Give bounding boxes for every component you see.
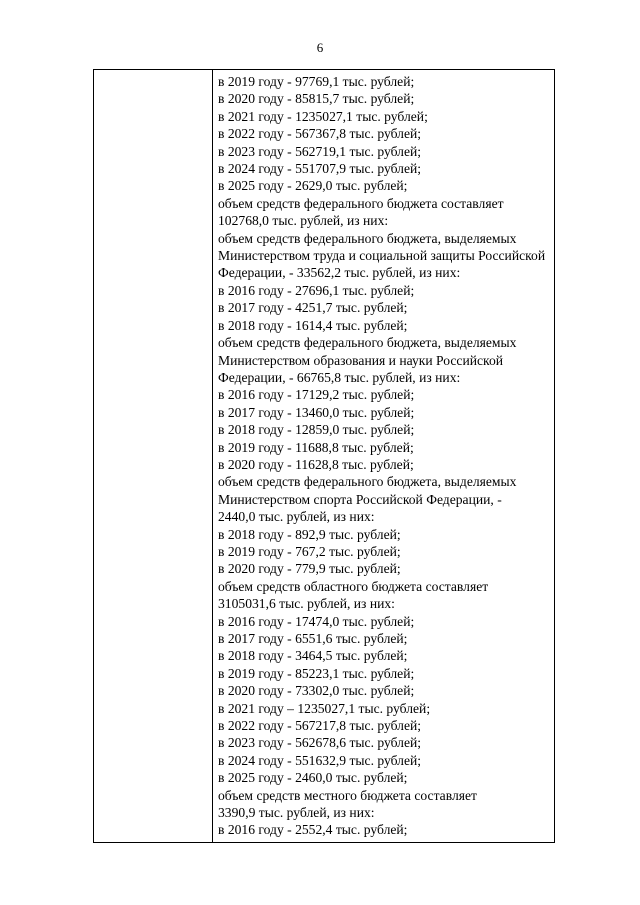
funding-line: в 2023 году - 562719,1 тыс. рублей;: [218, 143, 422, 159]
funding-line: объем средств федерального бюджета, выделяемых: [218, 335, 517, 351]
funding-line: 2440,0 тыс. рублей, из них:: [218, 509, 375, 525]
funding-line: в 2017 году - 4251,7 тыс. рублей;: [218, 300, 408, 316]
funding-line: в 2020 году - 73302,0 тыс. рублей;: [218, 683, 415, 699]
funding-line: в 2018 году - 12859,0 тыс. рублей;: [218, 422, 415, 438]
funding-line: в 2021 году – 1235027,1 тыс. рублей;: [218, 700, 431, 716]
funding-line: объем средств областного бюджета составляет: [218, 578, 489, 594]
funding-line: в 2019 году - 767,2 тыс. рублей;: [218, 543, 401, 559]
funding-line: в 2016 году - 17474,0 тыс. рублей;: [218, 613, 415, 629]
funding-line: объем средств федерального бюджета составляет: [218, 195, 504, 211]
funding-line: в 2020 году - 85815,7 тыс. рублей;: [218, 91, 415, 107]
funding-line: в 2017 году - 6551,6 тыс. рублей;: [218, 631, 408, 646]
funding-line: Министерством труда и социальной защиты Российской: [218, 248, 546, 264]
funding-line: 102768,0 тыс. рублей, из них:: [218, 213, 389, 229]
funding-line: объем средств федерального бюджета, выделяемых: [218, 474, 517, 490]
funding-line: в 2016 году - 17129,2 тыс. рублей;: [218, 387, 415, 403]
funding-line: в 2017 году - 13460,0 тыс. рублей;: [218, 404, 415, 420]
funding-line: в 2020 году - 779,9 тыс. рублей;: [218, 561, 401, 577]
funding-line: объем средств местного бюджета составляет: [218, 787, 477, 803]
funding-line: в 2022 году - 567217,8 тыс. рублей;: [218, 718, 422, 734]
funding-line: в 2019 году - 97769,1 тыс. рублей;: [218, 74, 415, 89]
funding-line: в 2020 году - 11628,8 тыс. рублей;: [218, 456, 414, 472]
funding-line: 3390,9 тыс. рублей, из них:: [218, 805, 375, 821]
funding-table: [93, 69, 555, 843]
funding-details-cell: [218, 73, 548, 839]
page-number: 6: [316, 40, 324, 55]
funding-line: объем средств федерального бюджета, выделяемых: [218, 230, 517, 246]
funding-line: 3105031,6 тыс. рублей, из них:: [218, 596, 395, 612]
column-divider: [212, 70, 213, 842]
funding-line: в 2018 году - 3464,5 тыс. рублей;: [218, 648, 408, 664]
funding-line: в 2018 году - 1614,4 тыс. рублей;: [218, 317, 408, 333]
funding-line: в 2023 году - 562678,6 тыс. рублей;: [218, 735, 422, 751]
funding-line: в 2022 году - 567367,8 тыс. рублей;: [218, 126, 422, 142]
funding-line: в 2018 году - 892,9 тыс. рублей;: [218, 526, 401, 542]
funding-line: в 2019 году - 85223,1 тыс. рублей;: [218, 665, 415, 681]
funding-line: в 2019 году - 11688,8 тыс. рублей;: [218, 439, 414, 455]
funding-line: в 2016 году - 27696,1 тыс. рублей;: [218, 282, 415, 298]
funding-line: в 2025 году - 2629,0 тыс. рублей;: [218, 178, 408, 194]
funding-line: Федерации, - 33562,2 тыс. рублей, из них:: [218, 265, 461, 281]
funding-line: в 2024 году - 551707,9 тыс. рублей;: [218, 161, 422, 177]
funding-line: в 2016 году - 2552,4 тыс. рублей;: [218, 822, 408, 838]
funding-line: Министерством спорта Российской Федерации, -: [218, 491, 502, 507]
funding-line: в 2025 году - 2460,0 тыс. рублей;: [218, 770, 408, 786]
funding-line: Министерством образования и науки Российской: [218, 352, 504, 368]
funding-line: в 2024 году - 551632,9 тыс. рублей;: [218, 752, 422, 768]
funding-line: Федерации, - 66765,8 тыс. рублей, из них:: [218, 369, 461, 385]
funding-line: в 2021 году - 1235027,1 тыс. рублей;: [218, 108, 428, 124]
